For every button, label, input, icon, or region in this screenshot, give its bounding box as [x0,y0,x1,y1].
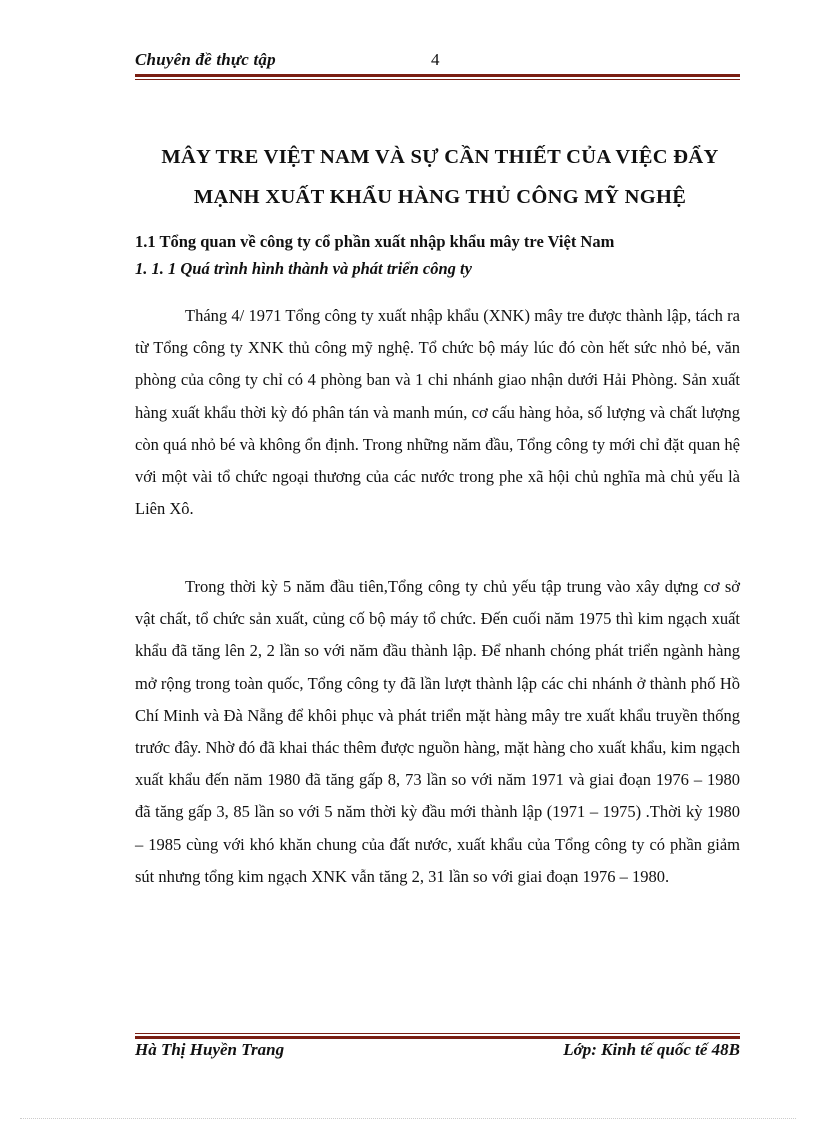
page-number: 4 [431,50,440,69]
subsection-heading: 1. 1. 1 Quá trình hình thành và phát triển công ty [135,259,472,278]
body-paragraph-2: Trong thời kỳ 5 năm đầu tiên,Tổng công ty chủ yếu tập trung vào xây dựng cơ sở vật chất, tổ chức sản xuất, củng cố bộ máy tổ chức. Đến cuối năm 1975 thì kim ngạch xuất khẩu đã tăng lên 2, 2 lần so với năm đầu thành lập. Để nhanh chóng phát triển ngành hàng mở rộng trong toàn quốc, Tổng công ty đã lần lượt thành lập các chi nhánh ở thành phố Hồ Chí Minh và Đà Nẵng để khôi phục và phát triển mặt hàng mây tre xuất khẩu truyền thống trước đây. Nhờ đó đã khai thác thêm được nguồn hàng, mặt hàng cho xuất khẩu, kim ngạch xuất khẩu đến năm 1980 đã tăng gấp 8, 73 lần so với năm 1971 và giai đoạn 1976 – 1980 đã tăng gấp 3, 85 lần so với 5 năm thời kỳ đầu mới thành lập (1971 – 1975) .Thời kỳ 1980 – 1985 cùng với khó khăn chung của đất nước, xuất khẩu của Tổng công ty có phần giảm sút nhưng tổng kim ngạch XNK vẫn tăng 2, 31 lần so với giai đoạn 1976 – 1980. [135,577,740,886]
footer-author: Hà Thị Huyền Trang [135,1040,285,1059]
footer-class: Lớp: Kinh tế quốc tế 48B [563,1040,740,1059]
chapter-title-line1: MÂY TRE VIỆT NAM VÀ SỰ CẦN THIẾT CỦA VIỆC ĐẨY [161,146,719,168]
page-bottom-border [20,1118,796,1119]
body-paragraph-1: Tháng 4/ 1971 Tổng công ty xuất nhập khẩu (XNK) mây tre được thành lập, tách ra từ Tổng công ty XNK thủ công mỹ nghệ. Tổ chức bộ máy lúc đó còn hết sức nhỏ bé, văn phòng của công ty chỉ có 4 phòng ban và 1 chi nhánh giao nhận dưới Hải Phòng. Sản xuất hàng xuất khẩu thời kỳ đó phân tán và manh mún, cơ cấu hàng hỏa, số lượng và chất lượng còn quá nhỏ bé và không ổn định. Trong những năm đầu, Tổng công ty mới chỉ đặt quan hệ với một vài tổ chức ngoại thương của các nước trong phe xã hội chủ nghĩa mà chủ yếu là Liên Xô. [135,306,740,519]
header-rule-thick [135,74,740,77]
chapter-title-line2: MẠNH XUẤT KHẨU HÀNG THỦ CÔNG MỸ NGHỆ [193,186,687,208]
footer-rule-thin [135,1033,740,1034]
page-header [135,46,740,74]
section-heading: 1.1 Tổng quan về công ty cổ phần xuất nhập khẩu mây tre Việt Nam [135,232,615,251]
chapter-title [120,137,760,217]
header-title: Chuyên đề thực tập [135,50,276,69]
header-rule-thin [135,79,740,80]
footer-rule-thick [135,1036,740,1039]
